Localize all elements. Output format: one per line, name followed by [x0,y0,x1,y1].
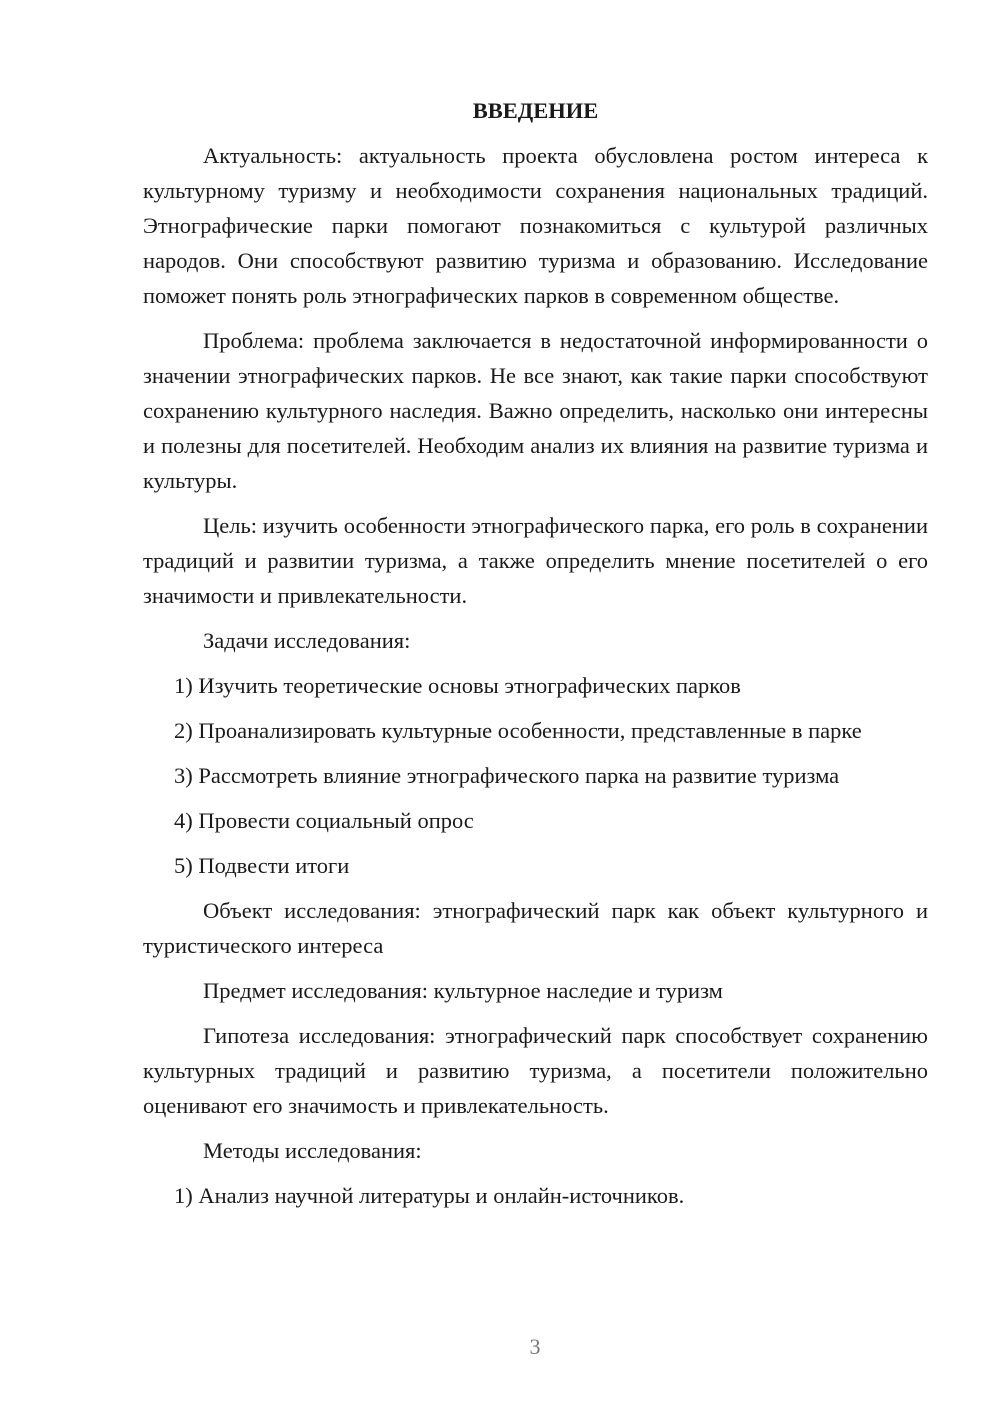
method-item-1: 1) Анализ научной литературы и онлайн-источников. [174,1183,685,1208]
tasks-heading: Задачи исследования: [203,628,411,653]
methods-heading: Методы исследования: [203,1138,422,1163]
paragraph-relevance: Актуальность: актуальность проекта обусловлена ростом интереса к культурному туризму и необходимости сохранения национальных традиций. Этнографические парки помогают познакомиться с культурой различных народов. Они способствуют развитию туризма и образованию. Исследование поможет понять роль этнографических парков в современном обществе. [143,143,928,308]
task-item-1: 1) Изучить теоретические основы этнографических парков [174,673,741,698]
document-page [143,96,928,1223]
paragraph-object: Объект исследования: этнографический парк как объект культурного и туристического интереса [143,898,928,958]
task-item-2: 2) Проанализировать культурные особенности, представленные в парке [174,718,862,743]
task-item-3: 3) Рассмотреть влияние этнографического парка на развитие туризма [174,763,840,788]
paragraph-goal: Цель: изучить особенности этнографического парка, его роль в сохранении традиций и развитии туризма, а также определить мнение посетителей о его значимости и привлекательности. [143,513,928,608]
paragraph-hypothesis: Гипотеза исследования: этнографический парк способствует сохранению культурных традиций и развитию туризма, а посетители положительно оценивают его значимость и привлекательность. [143,1023,928,1118]
paragraph-subject: Предмет исследования: культурное наследие и туризм [203,978,723,1003]
task-item-5: 5) Подвести итоги [174,853,350,878]
section-title: ВВЕДЕНИЕ [472,98,599,123]
task-item-4: 4) Провести социальный опрос [174,808,474,833]
page-number: 3 [529,1334,541,1359]
paragraph-problem: Проблема: проблема заключается в недостаточной информированности о значении этнографических парков. Не все знают, как такие парки способствуют сохранению культурного наследия. Важно определить, насколько они интересны и полезны для посетителей. Необходим анализ их влияния на развитие туризма и культуры. [143,328,928,493]
